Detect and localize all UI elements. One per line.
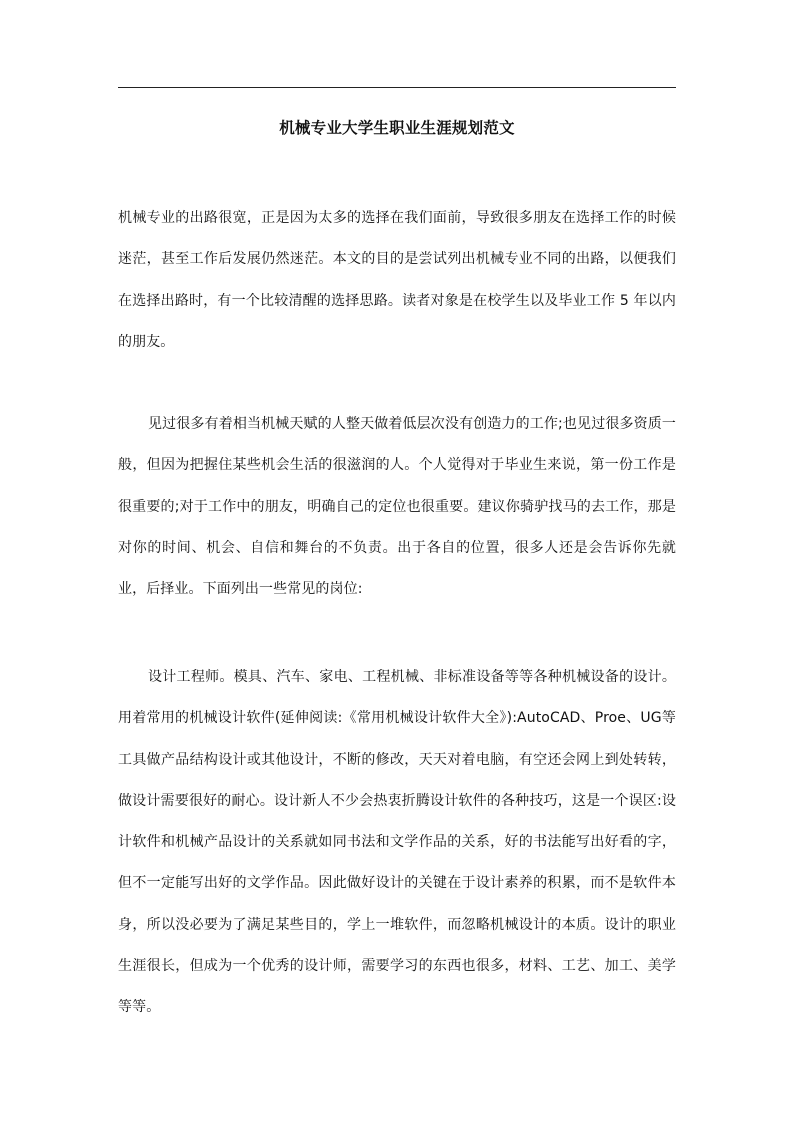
header-rule [118, 87, 676, 88]
page-title: 机械专业大学生职业生涯规划范文 [279, 119, 515, 137]
paragraph-design-engineer: 设计工程师。模具、汽车、家电、工程机械、非标准设备等等各种机械设备的设计。用着常用的机械设计软件(延伸阅读:《常用机械设计软件大全》):AutoCAD、Proe、UG等工具做产品结构设计或其他设计，不断的修改，天天对着电脑，有空还会网上到处转转，做设计需要很好的耐心。设计新人不少会热衷折腾设计软件的各种技巧，这是一个误区:设计软件和机械产品设计的关系就如同书法和文学作品的关系，好的书法能写出好看的字，但不一定能写出好的文学作品。因此做好设计的关键在于设计素养的积累，而不是软件本身，所以没必要为了满足某些目的，学上一堆软件，而忽略机械设计的本质。设计的职业生涯很长，但成为一个优秀的设计师，需要学习的东西也很多，材料、工艺、加工、美学等等。 [118, 669, 676, 1016]
paragraph-career-advice: 见过很多有着相当机械天赋的人整天做着低层次没有创造力的工作;也见过很多资质一般，但因为把握住某些机会生活的很滋润的人。个人觉得对于毕业生来说，第一份工作是很重要的;对于工作中的朋友，明确自己的定位也很重要。建议你骑驴找马的去工作，那是对你的时间、机会、自信和舞台的不负责。出于各自的位置，很多人还是会告诉你先就业，后择业。下面列出一些常见的岗位: [118, 416, 676, 598]
paragraph-intro: 机械专业的出路很宽，正是因为太多的选择在我们面前，导致很多朋友在选择工作的时候迷茫，甚至工作后发展仍然迷茫。本文的目的是尝试列出机械专业不同的出路，以便我们在选择出路时，有一个比较清醒的选择思路。读者对象是在校学生以及毕业工作 5 年以内的朋友。 [118, 210, 676, 350]
